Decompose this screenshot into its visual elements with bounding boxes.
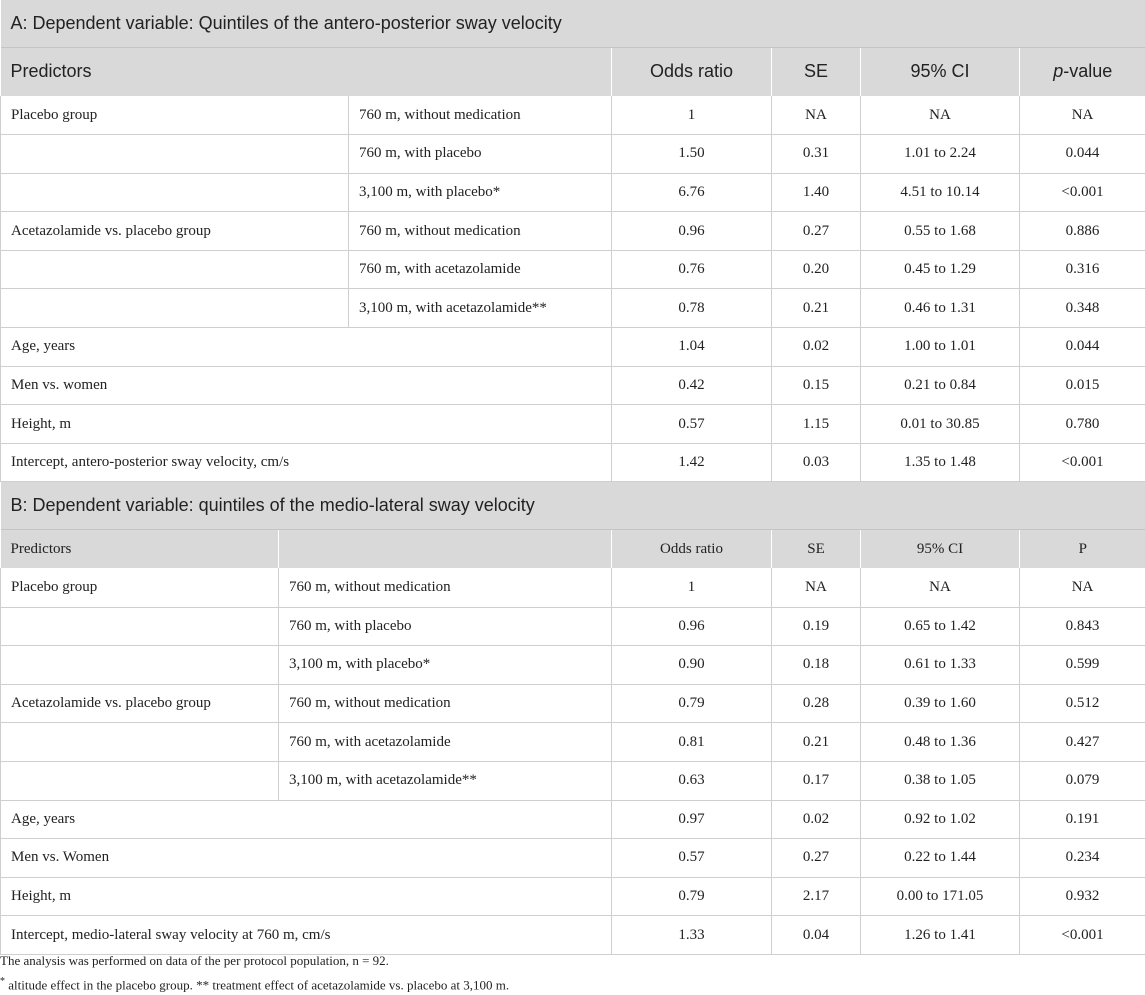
row-group [1,289,349,328]
cell-odds-ratio: 0.96 [612,607,772,646]
table-row [1,646,1145,685]
cell-odds-ratio: 0.57 [612,405,772,444]
cell-odds-ratio: 0.96 [612,212,772,251]
row-condition: 760 m, with placebo [349,135,612,174]
cell-p: 0.932 [1020,877,1145,916]
header-odds-ratio: Odds ratio [612,47,772,96]
cell-se: NA [772,96,861,135]
row-group [1,761,279,800]
table-row [1,135,1145,174]
cell-odds-ratio: 0.78 [612,289,772,328]
cell-se: 0.04 [772,916,861,955]
cell-ci: 1.01 to 2.24 [861,135,1020,174]
row-condition: 760 m, without medication [279,684,612,723]
cell-se: 0.21 [772,289,861,328]
footnote-effects: * altitude effect in the placebo group. ** treatment effect of acetazolamide vs. placebo at 3,100 m. [0,971,1145,995]
table-row [1,684,1145,723]
row-label: Height, m [1,877,612,916]
cell-p: 0.843 [1020,607,1145,646]
cell-ci: 0.61 to 1.33 [861,646,1020,685]
cell-p: 0.427 [1020,723,1145,762]
footnotes [0,950,1145,995]
row-condition: 3,100 m, with acetazolamide** [349,289,612,328]
cell-odds-ratio: 0.42 [612,366,772,405]
row-group: Placebo group [1,568,279,607]
row-group [1,607,279,646]
cell-se: 0.03 [772,443,861,482]
cell-p: NA [1020,96,1145,135]
cell-ci: NA [861,568,1020,607]
row-group: Placebo group [1,96,349,135]
cell-odds-ratio: 0.97 [612,800,772,839]
cell-se: 0.28 [772,684,861,723]
cell-p: 0.512 [1020,684,1145,723]
cell-p: <0.001 [1020,916,1145,955]
header-se: SE [772,47,861,96]
row-condition: 760 m, with acetazolamide [279,723,612,762]
row-condition: 760 m, with placebo [279,607,612,646]
table-row [1,723,1145,762]
header-predictors: Predictors [1,47,612,96]
header-p: P [1020,529,1145,568]
cell-odds-ratio: 6.76 [612,173,772,212]
cell-odds-ratio: 1.33 [612,916,772,955]
row-label: Intercept, antero-posterior sway velocity, cm/s [1,443,612,482]
cell-ci: 0.38 to 1.05 [861,761,1020,800]
table-row [1,761,1145,800]
cell-odds-ratio: 0.63 [612,761,772,800]
table-row [1,250,1145,289]
cell-se: 1.40 [772,173,861,212]
row-group [1,723,279,762]
cell-odds-ratio: 1 [612,568,772,607]
cell-se: NA [772,568,861,607]
cell-se: 0.27 [772,839,861,878]
cell-p: 0.599 [1020,646,1145,685]
cell-ci: 4.51 to 10.14 [861,173,1020,212]
header-ci: 95% CI [861,529,1020,568]
row-label: Intercept, medio-lateral sway velocity at 760 m, cm/s [1,916,612,955]
cell-ci: 0.45 to 1.29 [861,250,1020,289]
cell-ci: 0.48 to 1.36 [861,723,1020,762]
cell-se: 0.27 [772,212,861,251]
cell-p: 0.780 [1020,405,1145,444]
cell-ci: 0.65 to 1.42 [861,607,1020,646]
row-condition: 760 m, with acetazolamide [349,250,612,289]
cell-ci: 0.21 to 0.84 [861,366,1020,405]
cell-p: 0.886 [1020,212,1145,251]
footnote-population: The analysis was performed on data of the per protocol population, n = 92. [0,950,1145,971]
table-a [0,0,1145,482]
cell-odds-ratio: 0.79 [612,684,772,723]
header-blank [279,529,612,568]
cell-odds-ratio: 0.90 [612,646,772,685]
cell-p: 0.191 [1020,800,1145,839]
table-row [1,877,1145,916]
cell-odds-ratio: 0.57 [612,839,772,878]
cell-p: 0.348 [1020,289,1145,328]
cell-se: 0.18 [772,646,861,685]
table-row [1,96,1145,135]
row-group [1,173,349,212]
cell-ci: 0.46 to 1.31 [861,289,1020,328]
cell-ci: NA [861,96,1020,135]
cell-se: 1.15 [772,405,861,444]
cell-odds-ratio: 1.50 [612,135,772,174]
row-label: Height, m [1,405,612,444]
cell-odds-ratio: 1.42 [612,443,772,482]
table-row [1,289,1145,328]
cell-odds-ratio: 0.81 [612,723,772,762]
cell-ci: 0.39 to 1.60 [861,684,1020,723]
table-row [1,443,1145,482]
row-group: Acetazolamide vs. placebo group [1,212,349,251]
cell-se: 0.15 [772,366,861,405]
table-row [1,800,1145,839]
row-group [1,646,279,685]
cell-se: 0.19 [772,607,861,646]
header-se: SE [772,529,861,568]
table-b-title: B: Dependent variable: quintiles of the medio-lateral sway velocity [1,482,1145,529]
table-row [1,607,1145,646]
cell-se: 2.17 [772,877,861,916]
cell-se: 0.02 [772,800,861,839]
table-row [1,916,1145,955]
cell-se: 0.21 [772,723,861,762]
row-label: Men vs. women [1,366,612,405]
cell-se: 0.17 [772,761,861,800]
table-row [1,212,1145,251]
table-row [1,405,1145,444]
header-p-value: p-value [1020,47,1145,96]
cell-p: 0.316 [1020,250,1145,289]
cell-se: 0.31 [772,135,861,174]
row-condition: 760 m, without medication [349,96,612,135]
cell-ci: 1.26 to 1.41 [861,916,1020,955]
cell-se: 0.20 [772,250,861,289]
cell-odds-ratio: 1.04 [612,328,772,367]
row-condition: 760 m, without medication [279,568,612,607]
cell-ci: 1.35 to 1.48 [861,443,1020,482]
row-group [1,250,349,289]
cell-ci: 0.55 to 1.68 [861,212,1020,251]
row-condition: 3,100 m, with placebo* [349,173,612,212]
header-odds-ratio: Odds ratio [612,529,772,568]
cell-p: <0.001 [1020,443,1145,482]
cell-odds-ratio: 0.79 [612,877,772,916]
table-row [1,366,1145,405]
table-row [1,173,1145,212]
row-group: Acetazolamide vs. placebo group [1,684,279,723]
table-b [0,482,1145,954]
table-a-title: A: Dependent variable: Quintiles of the antero-posterior sway velocity [1,0,1145,47]
row-condition: 3,100 m, with acetazolamide** [279,761,612,800]
cell-ci: 0.00 to 171.05 [861,877,1020,916]
table-row [1,839,1145,878]
row-condition: 760 m, without medication [349,212,612,251]
cell-ci: 1.00 to 1.01 [861,328,1020,367]
cell-p: 0.044 [1020,328,1145,367]
header-ci: 95% CI [861,47,1020,96]
row-group [1,135,349,174]
row-condition: 3,100 m, with placebo* [279,646,612,685]
table-row [1,328,1145,367]
cell-p: 0.234 [1020,839,1145,878]
cell-odds-ratio: 0.76 [612,250,772,289]
row-label: Men vs. Women [1,839,612,878]
cell-p: 0.079 [1020,761,1145,800]
cell-p: NA [1020,568,1145,607]
cell-ci: 0.01 to 30.85 [861,405,1020,444]
table-row [1,568,1145,607]
cell-p: 0.015 [1020,366,1145,405]
cell-se: 0.02 [772,328,861,367]
cell-odds-ratio: 1 [612,96,772,135]
row-label: Age, years [1,800,612,839]
cell-p: <0.001 [1020,173,1145,212]
row-label: Age, years [1,328,612,367]
header-predictors: Predictors [1,529,279,568]
cell-ci: 0.92 to 1.02 [861,800,1020,839]
cell-p: 0.044 [1020,135,1145,174]
cell-ci: 0.22 to 1.44 [861,839,1020,878]
